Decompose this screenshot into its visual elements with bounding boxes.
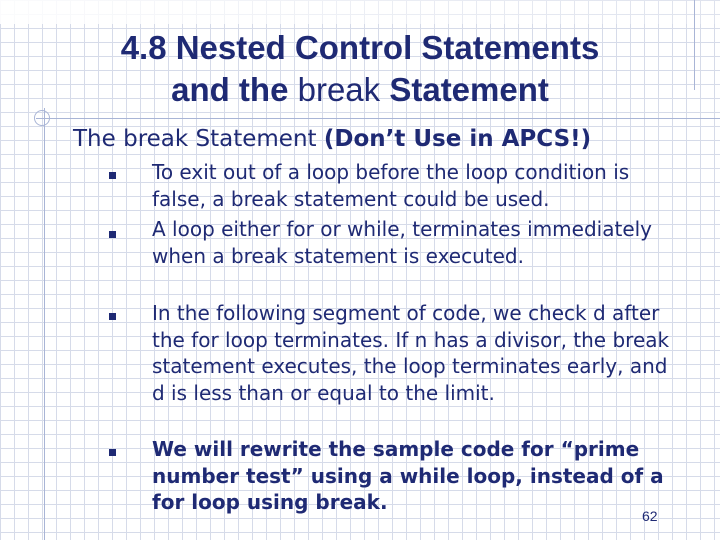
page-number: 62 xyxy=(642,508,658,524)
title-keyword: break xyxy=(297,71,381,108)
bullet-marker-4 xyxy=(109,449,116,456)
bullet-marker-3 xyxy=(109,313,116,320)
title-line-2-suffix: Statement xyxy=(380,71,549,108)
slide-title xyxy=(40,27,680,111)
section-heading xyxy=(73,124,591,154)
bullet-marker-2 xyxy=(109,231,116,238)
title-line-2 xyxy=(40,69,680,111)
section-heading-text: The break Statement xyxy=(73,126,324,152)
bullet-text-4: We will rewrite the sample code for “prime number test” using a while loop, instead of a for loop using break. xyxy=(152,437,664,514)
bullet-text-3: In the following segment of code, we check d after the for loop terminates. If n has a divisor, the break statement executes, the loop terminates early, and d is less than or equal to the limit. xyxy=(152,301,670,405)
corner-circle-ornament xyxy=(34,110,50,126)
vertical-rule-top-right xyxy=(694,0,695,90)
title-line-1: 4.8 Nested Control Statements xyxy=(120,29,600,66)
top-fade-decoration xyxy=(0,0,720,24)
vertical-rule-left xyxy=(44,108,45,540)
bullet-marker-1 xyxy=(109,172,116,179)
title-line-2-prefix: and the xyxy=(171,71,298,108)
section-heading-emphasis: (Don’t Use in APCS!) xyxy=(323,126,592,152)
horizontal-rule xyxy=(36,118,720,119)
bullet-text-1: To exit out of a loop before the loop condition is false, a break statement could be used. xyxy=(152,160,630,211)
bullet-text-2: A loop either for or while, terminates immediately when a break statement is executed. xyxy=(152,217,653,268)
